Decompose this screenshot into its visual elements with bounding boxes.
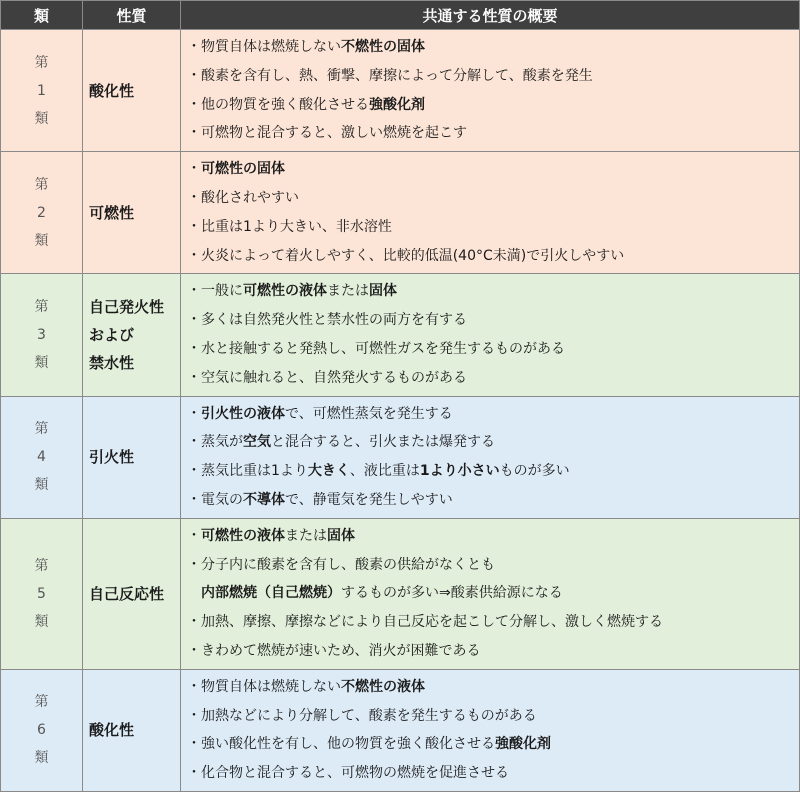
emphasis-text: 大きく bbox=[307, 463, 350, 480]
summary-text: 酸化されやすい bbox=[201, 189, 299, 206]
property-label: および bbox=[89, 325, 135, 344]
emphasis-text: 内部燃焼（自己燃焼） bbox=[201, 585, 341, 602]
class-label-part: 類 bbox=[34, 613, 49, 630]
summary-text: きわめて燃焼が速いため、消火が困難である bbox=[201, 642, 481, 659]
emphasis-text: 強酸化剤 bbox=[495, 736, 551, 753]
summary-cell bbox=[181, 669, 800, 791]
summary-text: 物質自体は燃焼しない bbox=[201, 678, 341, 695]
summary-text: 空気に触れると、自然発火するものがある bbox=[201, 369, 467, 386]
class-label-part: 類 bbox=[34, 477, 49, 494]
class-cell bbox=[1, 274, 83, 396]
summary-text: 多くは自然発火性と禁水性の両方を有する bbox=[201, 312, 467, 329]
summary-line bbox=[181, 364, 799, 393]
bullet-mark: ・ bbox=[187, 283, 201, 300]
property-label: 酸化性 bbox=[89, 721, 135, 740]
summary-text: 水と接触すると発熱し、可燃性ガスを発生するものがある bbox=[201, 340, 565, 357]
emphasis-text: 強酸化剤 bbox=[369, 96, 425, 113]
property-cell bbox=[83, 396, 181, 518]
summary-cell bbox=[181, 152, 800, 274]
property-label: 可燃性 bbox=[89, 203, 135, 222]
summary-line bbox=[181, 673, 799, 702]
emphasis-text: 可燃性の液体 bbox=[243, 283, 327, 300]
class-label-part: 1 bbox=[37, 82, 46, 99]
bullet-mark: ・ bbox=[187, 736, 201, 753]
property-label: 禁水性 bbox=[89, 353, 135, 372]
summary-line bbox=[181, 213, 799, 242]
summary-cell bbox=[181, 396, 800, 518]
table-row bbox=[1, 152, 800, 274]
table-row bbox=[1, 518, 800, 669]
bullet-mark: ・ bbox=[187, 678, 201, 695]
summary-line bbox=[181, 551, 799, 580]
bullet-mark: ・ bbox=[187, 218, 201, 235]
class-cell bbox=[1, 518, 83, 669]
summary-text: 蒸気比重は1より bbox=[201, 463, 308, 480]
class-label-part: 類 bbox=[34, 110, 49, 127]
summary-text: 加熱などにより分解して、酸素を発生するものがある bbox=[201, 707, 537, 724]
summary-line bbox=[181, 184, 799, 213]
summary-text: 分子内に酸素を含有し、酸素の供給がなくとも bbox=[201, 556, 495, 573]
class-cell bbox=[1, 30, 83, 152]
class-cell bbox=[1, 669, 83, 791]
class-label-part: 第 bbox=[34, 176, 49, 193]
summary-line bbox=[181, 400, 799, 429]
property-label: 酸化性 bbox=[89, 81, 135, 100]
emphasis-text: 固体 bbox=[369, 283, 397, 300]
property-cell bbox=[83, 152, 181, 274]
table-row bbox=[1, 669, 800, 791]
summary-text: 強い酸化性を有し、他の物質を強く酸化させる bbox=[201, 736, 495, 753]
class-label-part: 2 bbox=[37, 204, 46, 221]
bullet-mark: ・ bbox=[187, 189, 201, 206]
bullet-mark: ・ bbox=[187, 340, 201, 357]
summary-cell bbox=[181, 274, 800, 396]
summary-line bbox=[181, 306, 799, 335]
header-property: 性質 bbox=[83, 1, 181, 30]
class-label-part: 6 bbox=[37, 722, 46, 739]
bullet-mark: ・ bbox=[187, 527, 201, 544]
summary-text: または bbox=[285, 527, 327, 544]
bullet-mark: ・ bbox=[187, 556, 201, 573]
summary-line bbox=[181, 62, 799, 91]
table-body bbox=[1, 30, 800, 792]
table-row bbox=[1, 30, 800, 152]
summary-text: 他の物質を強く酸化させる bbox=[201, 96, 369, 113]
class-label-part: 第 bbox=[34, 694, 49, 711]
class-label-part: 3 bbox=[37, 326, 46, 343]
class-cell bbox=[1, 396, 83, 518]
summary-text: 物質自体は燃焼しない bbox=[201, 39, 341, 55]
header-summary: 共通する性質の概要 bbox=[181, 1, 800, 30]
class-label-part: 第 bbox=[34, 54, 49, 71]
summary-line bbox=[181, 155, 799, 184]
bullet-mark: ・ bbox=[187, 96, 201, 113]
summary-line bbox=[181, 335, 799, 364]
property-label: 自己反応性 bbox=[89, 584, 165, 603]
emphasis-text: 引火性の液体 bbox=[201, 405, 285, 422]
class-label-part: 類 bbox=[34, 354, 49, 371]
summary-line bbox=[181, 91, 799, 120]
header-class: 類 bbox=[1, 1, 83, 30]
header-row bbox=[1, 1, 800, 30]
summary-line bbox=[181, 33, 799, 62]
property-cell bbox=[83, 30, 181, 152]
emphasis-text: 空気 bbox=[243, 434, 271, 451]
summary-line bbox=[181, 579, 799, 608]
class-label-part: 第 bbox=[34, 557, 49, 574]
emphasis-text: 可燃性の固体 bbox=[201, 161, 285, 178]
emphasis-text: 1より小さい bbox=[419, 463, 500, 480]
emphasis-text: 固体 bbox=[327, 527, 355, 544]
summary-line bbox=[181, 522, 799, 551]
bullet-mark: ・ bbox=[187, 161, 201, 178]
emphasis-text: 不導体 bbox=[243, 491, 285, 508]
bullet-mark: ・ bbox=[187, 463, 201, 480]
table-row bbox=[1, 396, 800, 518]
emphasis-text: 不燃性の液体 bbox=[341, 678, 425, 695]
summary-cell bbox=[181, 30, 800, 152]
summary-line bbox=[181, 730, 799, 759]
bullet-mark: ・ bbox=[187, 707, 201, 724]
summary-line bbox=[181, 428, 799, 457]
summary-text: 可燃物と混合すると、激しい燃焼を起こす bbox=[201, 125, 467, 142]
summary-text: 酸素を含有し、熱、衝撃、摩擦によって分解して、酸素を発生 bbox=[201, 67, 593, 84]
summary-text: 電気の bbox=[201, 491, 243, 508]
summary-text: 火炎によって着火しやすく、比較的低温(40°C未満)で引火しやすい bbox=[201, 247, 625, 264]
bullet-mark: ・ bbox=[187, 312, 201, 329]
summary-line bbox=[181, 759, 799, 788]
summary-text: 蒸気が bbox=[201, 434, 243, 451]
summary-line bbox=[181, 242, 799, 271]
bullet-mark: ・ bbox=[187, 614, 201, 631]
summary-text: 加熱、摩擦、摩擦などにより自己反応を起こして分解し、激しく燃焼する bbox=[201, 614, 663, 631]
emphasis-text: 不燃性の固体 bbox=[341, 39, 425, 55]
summary-text: するものが多い⇒酸素供給源になる bbox=[341, 585, 563, 602]
summary-line bbox=[181, 457, 799, 486]
property-cell bbox=[83, 518, 181, 669]
class-label-part: 第 bbox=[34, 298, 49, 315]
summary-text: 化合物と混合すると、可燃物の燃焼を促進させる bbox=[201, 765, 509, 782]
class-label-part: 4 bbox=[37, 449, 46, 466]
summary-text: 、液比重は bbox=[349, 463, 420, 480]
summary-text: または bbox=[327, 283, 369, 300]
bullet-mark: ・ bbox=[187, 247, 201, 264]
property-cell bbox=[83, 274, 181, 396]
summary-line bbox=[181, 277, 799, 306]
summary-line bbox=[181, 637, 799, 666]
property-cell bbox=[83, 669, 181, 791]
summary-line bbox=[181, 486, 799, 515]
table-row bbox=[1, 274, 800, 396]
class-label-part: 類 bbox=[34, 232, 49, 249]
property-label: 自己発火性 bbox=[89, 297, 165, 316]
class-label-part: 類 bbox=[34, 750, 49, 767]
bullet-mark: ・ bbox=[187, 405, 201, 422]
summary-text: で、静電気を発生しやすい bbox=[285, 491, 453, 508]
summary-cell bbox=[181, 518, 800, 669]
property-label: 引火性 bbox=[89, 448, 135, 467]
summary-text: と混合すると、引火または爆発する bbox=[271, 434, 495, 451]
summary-line bbox=[181, 119, 799, 148]
summary-text: ものが多い bbox=[499, 463, 570, 480]
summary-line bbox=[181, 608, 799, 637]
bullet-mark: ・ bbox=[187, 642, 201, 659]
class-cell bbox=[1, 152, 83, 274]
bullet-mark: ・ bbox=[187, 491, 201, 508]
bullet-mark: ・ bbox=[187, 369, 201, 386]
bullet-mark: ・ bbox=[187, 125, 201, 142]
emphasis-text: 可燃性の液体 bbox=[201, 527, 285, 544]
class-label-part: 第 bbox=[34, 421, 49, 438]
summary-text: 比重は1より大きい、非水溶性 bbox=[201, 218, 392, 235]
summary-text: 一般に bbox=[201, 283, 243, 300]
bullet-mark: ・ bbox=[187, 67, 201, 84]
bullet-mark: ・ bbox=[187, 39, 201, 55]
summary-line bbox=[181, 702, 799, 731]
summary-text: で、可燃性蒸気を発生する bbox=[285, 405, 453, 422]
class-label-part: 5 bbox=[37, 585, 46, 602]
bullet-mark: ・ bbox=[187, 434, 201, 451]
bullet-mark: ・ bbox=[187, 765, 201, 782]
